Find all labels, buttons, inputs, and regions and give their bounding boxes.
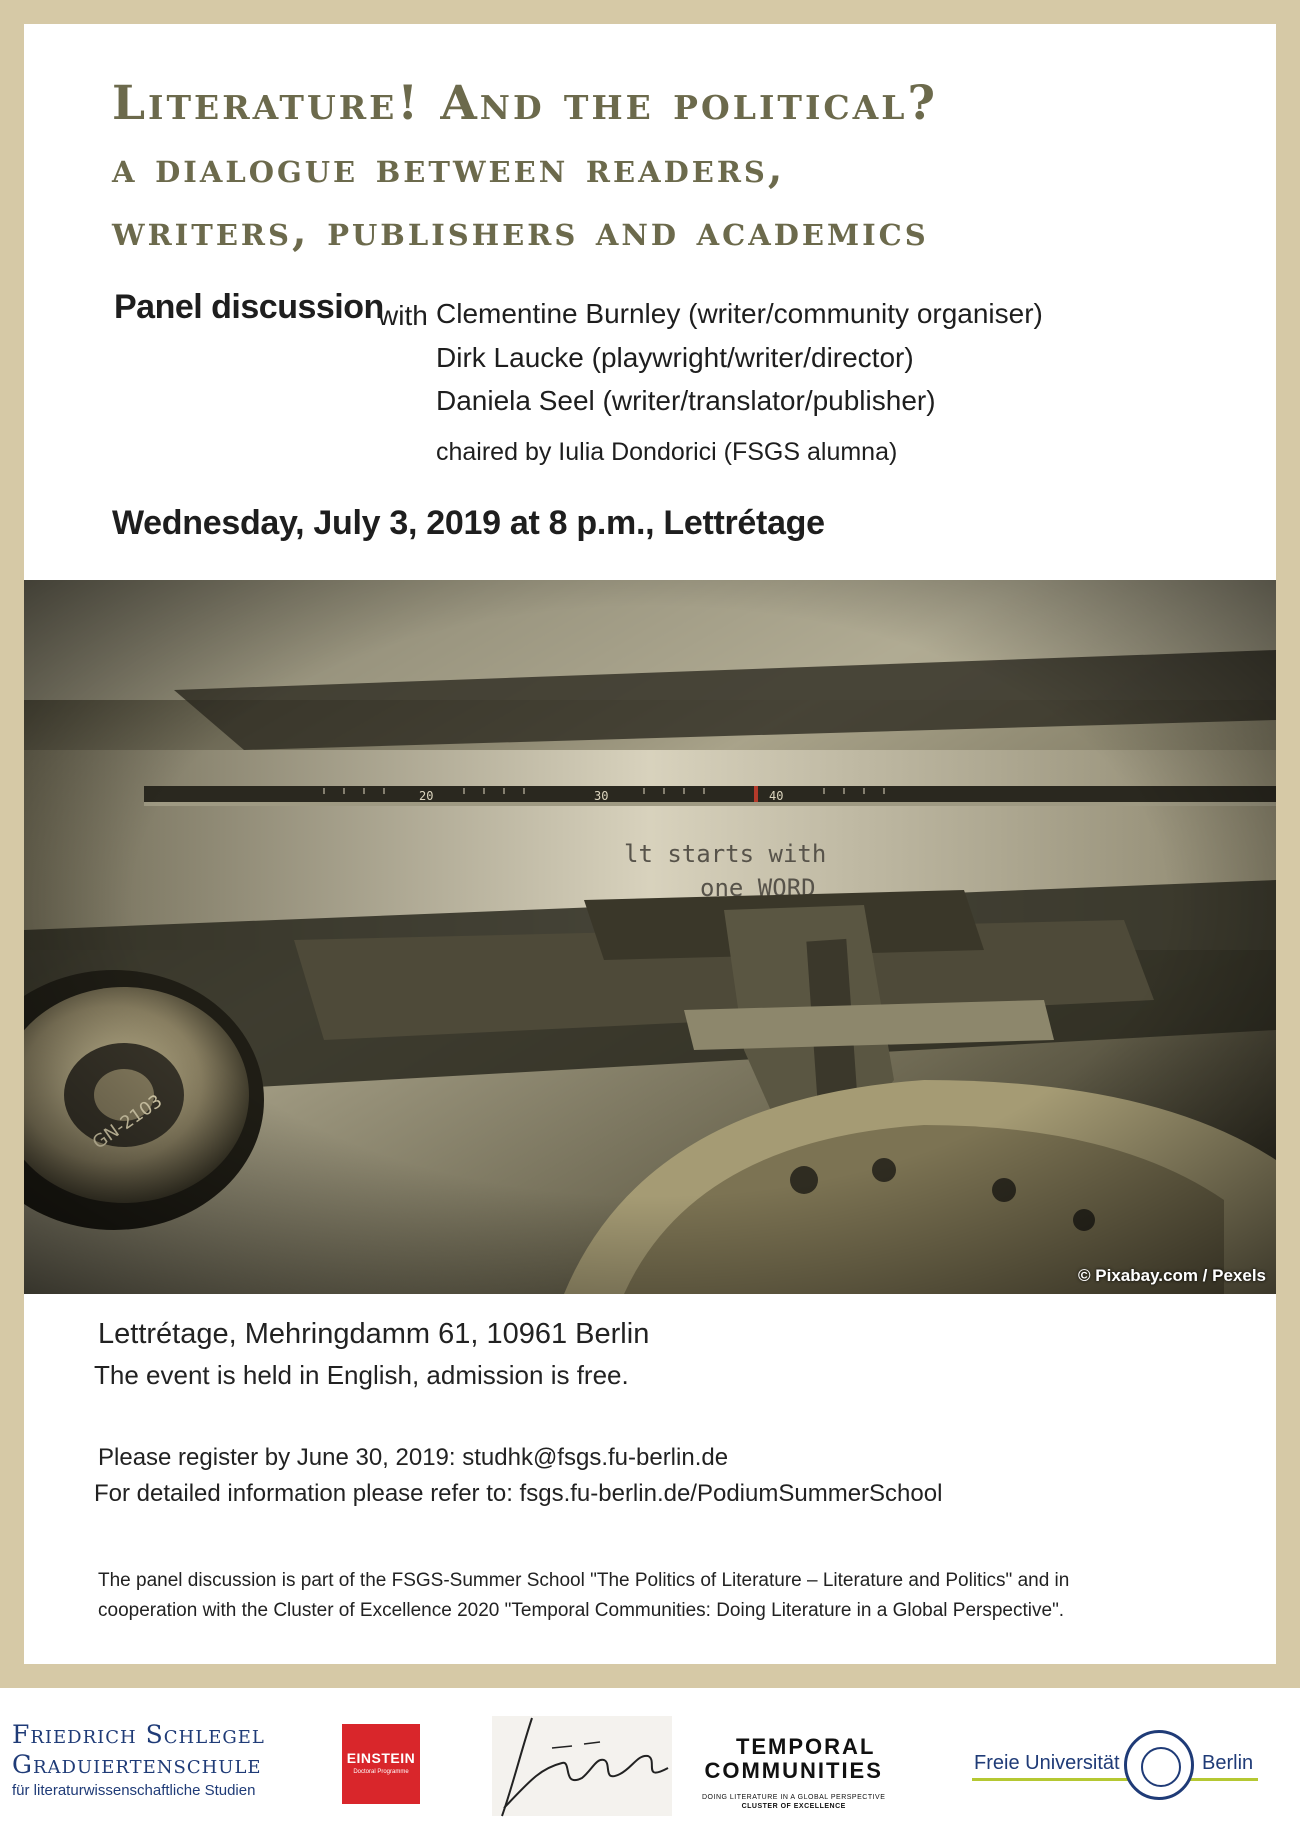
einstein-logo-subtitle: Doctoral Programme bbox=[353, 1769, 409, 1775]
fu-logo-city: Berlin bbox=[1202, 1752, 1254, 1774]
fu-logo-underline bbox=[972, 1778, 1258, 1781]
poster-title-line-3: writers, publishers and academics bbox=[112, 206, 929, 255]
footnote-line-1: The panel discussion is part of the FSGS-Summer School "The Politics of Literature – Literature and Politics" and in bbox=[98, 1570, 1070, 1591]
fu-berlin-logo bbox=[972, 1730, 1258, 1800]
poster-panel bbox=[24, 24, 1276, 1664]
photo-credit: © Pixabay.com / Pexels bbox=[1078, 1266, 1266, 1285]
tc-logo-line-4: CLUSTER OF EXCELLENCE bbox=[741, 1803, 846, 1810]
chair-line: chaired by Iulia Dondorici (FSGS alumna) bbox=[436, 438, 898, 466]
event-date: Wednesday, July 3, 2019 at 8 p.m., Lettrétage bbox=[112, 504, 825, 542]
lettretage-signature bbox=[492, 1708, 682, 1818]
typewriter-illustration bbox=[24, 580, 1276, 1294]
fsgs-logo bbox=[12, 1720, 265, 1799]
tc-logo-line-3: DOING LITERATURE IN A GLOBAL PERSPECTIVE bbox=[702, 1794, 886, 1801]
fsgs-logo-line-2: Graduiertenschule bbox=[12, 1750, 262, 1779]
speaker-item: Clementine Burnley (writer/community organiser) bbox=[436, 298, 1043, 329]
fsgs-logo-line-3: für literaturwissenschaftliche Studien bbox=[12, 1782, 256, 1799]
tc-logo-line-2: COMMUNITIES bbox=[704, 1758, 883, 1783]
einstein-logo-title: EINSTEIN bbox=[346, 1750, 416, 1766]
panel-discussion-label: Panel discussion bbox=[114, 288, 384, 326]
einstein-logo bbox=[342, 1724, 420, 1804]
language-note: The event is held in English, admission is free. bbox=[94, 1360, 629, 1390]
poster-title-line-1: Literature! And the political? bbox=[112, 76, 938, 131]
more-info-line: For detailed information please refer to: fsgs.fu-berlin.de/PodiumSummerSchool bbox=[94, 1480, 943, 1507]
footnote-line-2: cooperation with the Cluster of Excellence 2020 "Temporal Communities: Doing Literature in a Global Perspective". bbox=[98, 1600, 1065, 1621]
fu-logo-name: Freie Universität bbox=[974, 1752, 1120, 1774]
with-label: with bbox=[378, 300, 428, 331]
speaker-item: Dirk Laucke (playwright/writer/director) bbox=[436, 342, 914, 373]
speaker-item: Daniela Seel (writer/translator/publisher) bbox=[436, 385, 936, 416]
registration-line: Please register by June 30, 2019: studhk@fsgs.fu-berlin.de bbox=[98, 1444, 729, 1471]
poster-title-line-2: a dialogue between readers, bbox=[112, 143, 786, 192]
typewriter-photo bbox=[24, 580, 1276, 1294]
fsgs-logo-line-1: Friedrich Schlegel bbox=[12, 1720, 265, 1749]
temporal-communities-logo bbox=[702, 1734, 885, 1810]
fu-seal-icon bbox=[1124, 1730, 1194, 1800]
venue-address: Lettrétage, Mehringdamm 61, 10961 Berlin bbox=[98, 1318, 650, 1350]
lettretage-logo bbox=[492, 1708, 682, 1823]
tc-logo-line-1: TEMPORAL bbox=[735, 1734, 876, 1759]
